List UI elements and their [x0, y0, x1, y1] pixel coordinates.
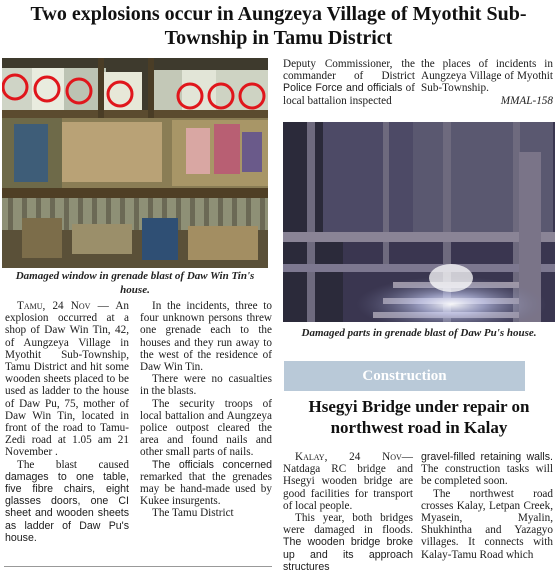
section-banner: Construction — [284, 361, 525, 391]
article1-paragraph: The Tamu District — [152, 507, 234, 520]
article2-paragraph: The northwest road crosses Kalay, Letpan Creek, Myasein, Myalin, Shukhintha and Yazagyo villages. It connects with Kalay-Tamu Road which — [421, 487, 553, 561]
article1-column-2 — [140, 300, 272, 520]
paragraph-text: The blast caused — [17, 458, 129, 471]
paragraph-text: This year, both bridges were damaged in floods. — [283, 512, 413, 537]
paragraph-text: of local battalion inspected — [283, 82, 415, 107]
article2-column-2 — [421, 451, 553, 561]
paragraph-text: The construction tasks will be completed soon. — [421, 463, 553, 488]
article2-paragraph — [421, 451, 553, 488]
paragraph-text: The wooden bridge broke up and its approach structures — [283, 536, 413, 572]
article1-paragraph — [140, 459, 272, 508]
paragraph-text: Police Force and officials — [283, 82, 403, 95]
photo-damaged-window — [2, 58, 268, 268]
column-rule — [4, 566, 272, 567]
paragraph-text: The officials concerned — [152, 458, 272, 471]
paragraph-text: Natdaga RC bridge and Hsegyi wooden bridge are good facilities for transport of local people. — [283, 463, 413, 512]
paragraph-text: gravel-filled retaining walls. — [421, 451, 553, 463]
photo-caption-parts: Damaged parts in grenade blast of Daw Pu's house. — [301, 327, 537, 339]
article2-headline: Hsegyi Bridge under repair on northwest road in Kalay — [308, 397, 530, 437]
paragraph-text: remarked that the grenades may be hand-made used by Kukee insurgents. — [140, 470, 272, 508]
article1-paragraph: There were no casualties in the blasts. — [140, 373, 272, 398]
article-headline: Two explosions occur in Aungzeya Village of Myothit Sub-Township in Tamu District — [30, 3, 527, 49]
article1-column-3 — [283, 58, 415, 107]
article2-paragraph — [283, 512, 413, 572]
agency-credit: MMAL-158 — [500, 94, 553, 107]
article1-paragraph — [5, 459, 129, 544]
photo-damaged-parts — [283, 122, 555, 322]
paragraph-text: An explosion occurred at a shop of Daw Win Tin, 42, of Aungzeya Village in Myothit Sub-Township, Tamu District and hit some wooden sheets placed to be used as ladder to the house of Daw Pu, 75, mother of Daw Win Tin, located in front of the road to Tamu-Zedi road at 1.05 am 21 November . — [5, 300, 129, 459]
dateline: Kalay, 24 Nov— — [295, 451, 413, 463]
article1-column-1 — [5, 300, 129, 544]
article1-column-4 — [421, 58, 553, 107]
article1-paragraph: the places of incidents in Aungzeya Village of Myothit Sub-Township. — [421, 58, 553, 95]
article1-paragraph — [5, 300, 129, 459]
paragraph-text: Deputy Commissioner, the commander of District — [283, 58, 415, 83]
dateline: Tamu, 24 Nov — — [17, 300, 109, 312]
article1-paragraph: The security troops of local battalion and Aungzeya police outpost cleared the area and found nails and other small parts of nails. — [140, 397, 272, 459]
article2-column-1 — [283, 451, 413, 572]
article1-paragraph: In the incidents, three to four unknown persons threw one grenade each to the houses and they run away to the west of the residence of Daw Win Tin. — [140, 300, 272, 374]
paragraph-text: damages to one table, five fibre chairs, eight glasses doors, one CI sheet and wooden sheets as ladder of Daw Pu's house. — [5, 470, 129, 544]
photo-caption-window: Damaged window in grenade blast of Daw Win Tin's house. — [15, 270, 255, 296]
article2-paragraph — [283, 451, 413, 512]
article1-paragraph — [283, 58, 415, 107]
